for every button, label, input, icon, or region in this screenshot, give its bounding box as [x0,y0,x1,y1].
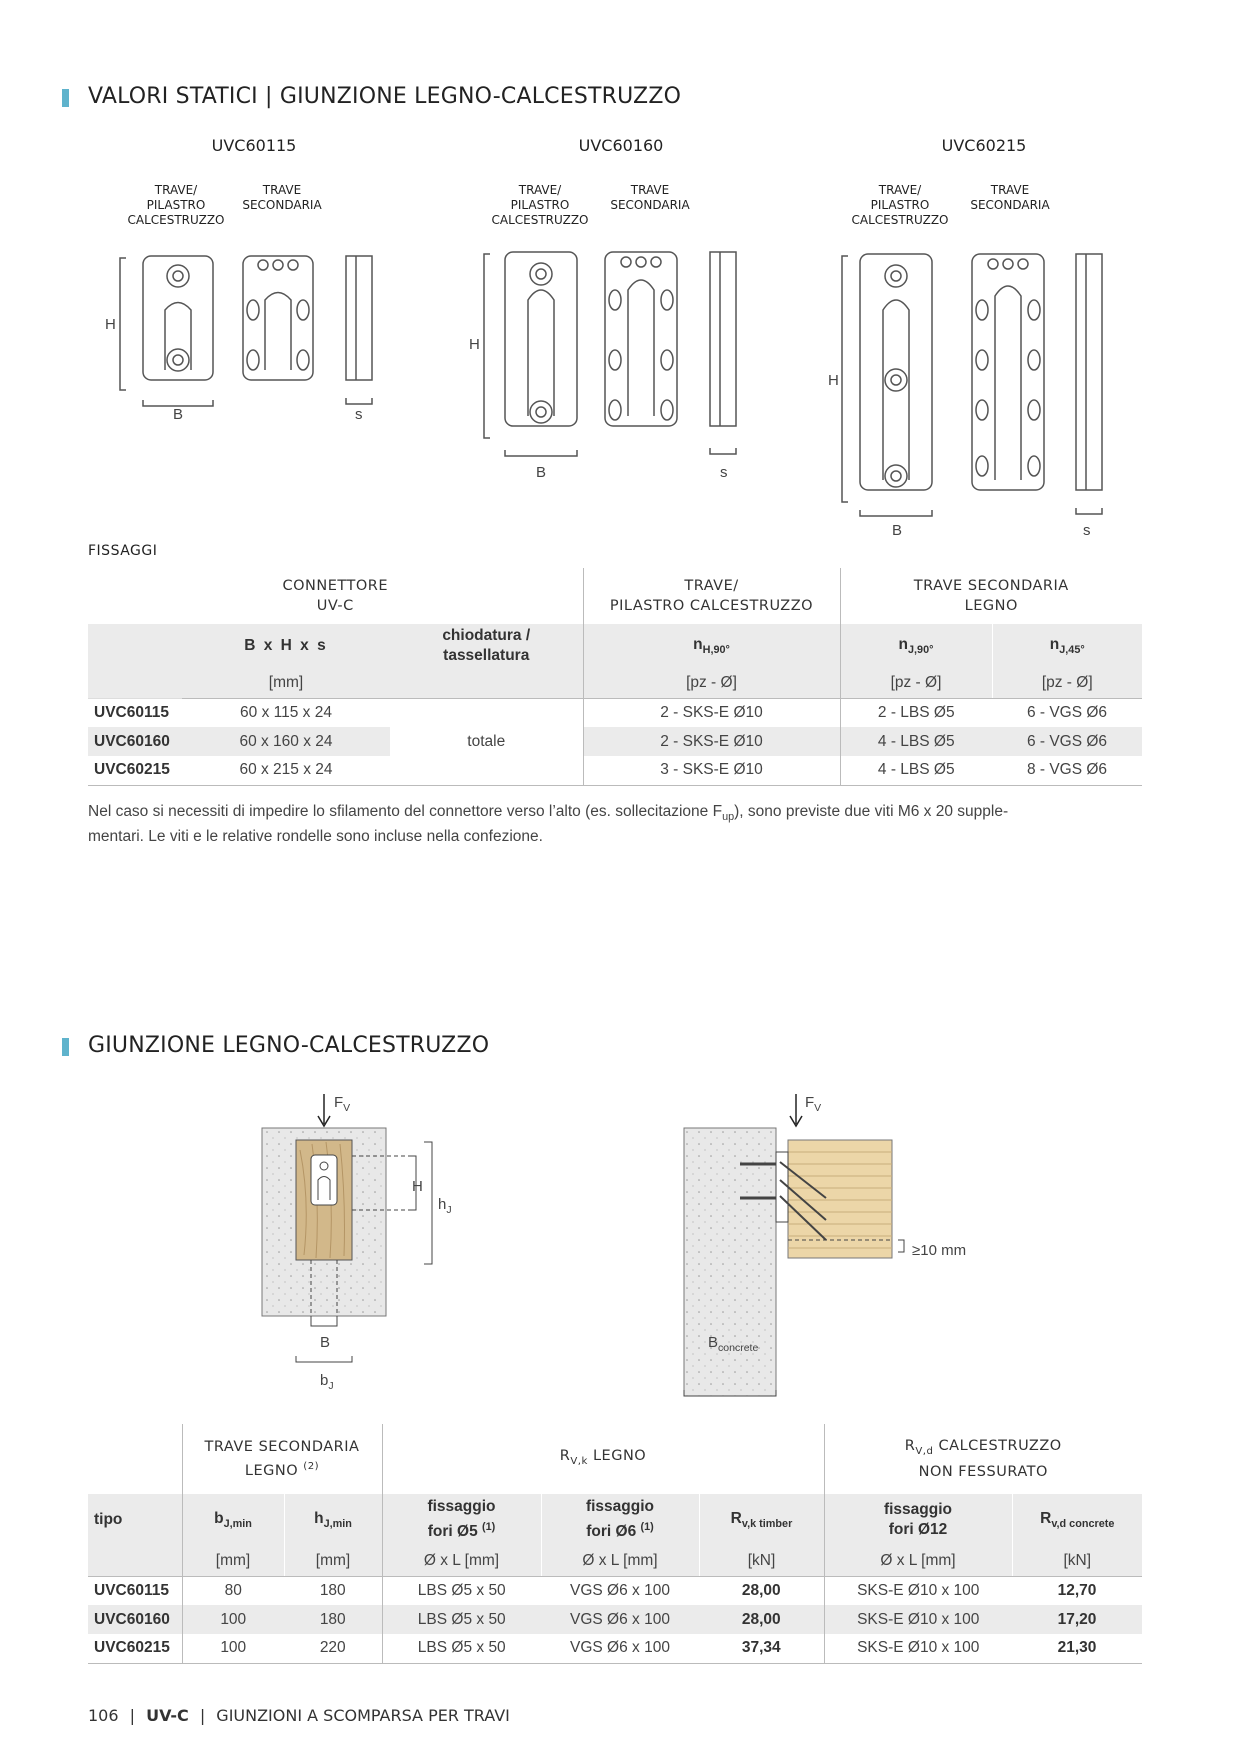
fixings-table [88,568,1142,786]
section-marker [62,1038,69,1056]
col-bhs: B x H x s [182,624,390,668]
nailing-value: totale [390,698,583,785]
connector-drawings [0,240,1240,540]
group-secondary-beam: TRAVE SECONDARIA LEGNO [840,568,1142,624]
section-title: VALORI STATICI | GIUNZIONE LEGNO-CALCESTRUZZO [88,84,682,109]
dim-h-3: H [828,372,839,389]
page-footer: 106 | UV-C | GIUNZIONI A SCOMPARSA PER TRAVI [88,1706,510,1725]
connector-uvc60160-back [605,252,677,426]
dim-b-1: B [173,406,184,423]
table-row: UVC60160 60 x 160 x 24 2 - SKS-E Ø10 4 - LBS Ø5 6 - VGS Ø6 [88,727,1142,756]
col-hjmin: $h_{J,min}$ [284,1494,382,1546]
group-connector: CONNETTORE UV-C [282,578,388,614]
connector-uvc60160-front [505,252,577,426]
section-marker [62,89,69,107]
bconcrete-label: $B_{concrete}$ [708,1334,759,1354]
unit-pz: [pz - Ø] [583,668,840,698]
connector-uvc60115-back [243,256,313,380]
col-tipo: tipo [88,1494,182,1546]
connector-uvc60215-back [972,254,1044,490]
joint-diagram [0,1080,1240,1400]
connector-uvc60215-front [860,254,932,490]
force-label-right: $F_V$ [805,1094,822,1114]
dim-s-2: s [720,464,728,481]
page-number: 106 [88,1706,119,1725]
col-nh90: $n_{H,90^\circ}$ [583,624,840,668]
label-main-beam-1: TRAVE/ PILASTRO CALCESTRUZZO [127,183,225,227]
table-row: UVC60215 60 x 215 x 24 3 - SKS-E Ø10 4 - LBS Ø5 8 - VGS Ø6 [88,756,1142,785]
col-fix6: fissaggio fori Ø6 $^{(1)}$ [541,1494,699,1546]
note-text: Nel caso si necessiti di impedire lo sfilamento del connettore verso l’alto (es. sollecitazione $F_{up}$), sono previste due viti M6 x 20 supple- mentari. Le viti e le relative rondelle sono incluse nella confezione. [88,803,1009,846]
connector-uvc60115-side [346,256,372,380]
unit-pz: [pz - Ø] [840,668,992,698]
col-nj90: $n_{J,90^\circ}$ [840,624,992,668]
section-title-2: GIUNZIONE LEGNO-CALCESTRUZZO [88,1033,490,1058]
col-rvd-concrete: $R_{v,d concrete}$ [1012,1494,1142,1546]
unit-mm: [mm] [182,668,390,698]
group-secondary-legno: TRAVE SECONDARIA LEGNO $^{(2)}$ [182,1424,382,1494]
label-secondary-beam-2: TRAVE SECONDARIA [610,183,690,212]
fissaggi-label: FISSAGGI [88,543,158,559]
table-row: UVC60115 60 x 115 x 24 totale 2 - SKS-E Ø10 2 - LBS Ø5 6 - VGS Ø6 [88,698,1142,727]
unit-pz: [pz - Ø] [992,668,1142,698]
connector-uvc60160-side [710,252,736,426]
col-nj45: $n_{J,45^\circ}$ [992,624,1142,668]
force-label-left: $F_V$ [334,1094,351,1114]
model-label-1: UVC60115 [211,136,297,155]
col-fix12: fissaggio fori Ø12 [824,1494,1012,1546]
bj-label: $b_J$ [320,1372,334,1392]
group-rvk: $R_{V,k}$ LEGNO [382,1424,824,1494]
col-fix5: fissaggio fori Ø5 $^{(1)}$ [382,1494,541,1546]
label-main-beam-2: TRAVE/ PILASTRO CALCESTRUZZO [491,183,589,227]
section-name: GIUNZIONI A SCOMPARSA PER TRAVI [216,1706,510,1725]
table-row: UVC60215 100 220 LBS Ø5 x 50 VGS Ø6 x 100 37,34 SKS-E Ø10 x 100 21,30 [88,1634,1142,1663]
model-label-3: UVC60215 [941,136,1027,155]
table-row: UVC60160 100 180 LBS Ø5 x 50 VGS Ø6 x 100 28,00 SKS-E Ø10 x 100 17,20 [88,1605,1142,1634]
col-rvk-timber: $R_{v,k timber}$ [699,1494,824,1546]
label-main-beam-3: TRAVE/ PILASTRO CALCESTRUZZO [851,183,949,227]
group-rvd: $R_{V,d}$ CALCESTRUZZO NON FESSURATO [824,1424,1142,1494]
dim-b-2: B [536,464,547,481]
label-secondary-beam-3: TRAVE SECONDARIA [970,183,1050,212]
col-bjmin: $b_{J,min}$ [182,1494,284,1546]
dim-s-1: s [355,406,363,423]
dim-b-3: B [892,522,903,539]
gap-label: ≥10 mm [912,1242,967,1259]
product-name: UV-C [146,1706,189,1725]
model-label-2: UVC60160 [578,136,664,155]
h-label: H [412,1178,423,1195]
b-label: B [320,1334,331,1351]
connector-uvc60215-side [1076,254,1102,490]
dim-h-2: H [469,336,480,353]
hj-label: $h_J$ [438,1196,452,1216]
dim-s-3: s [1083,522,1091,539]
col-nailing: chiodatura / tassellatura [390,624,583,668]
strength-table: TRAVE SECONDARIA LEGNO $^{(2)}$ $R_{V,k}$ LEGNO $R_{V,d}$ CALCESTRUZZO NON FESSURATO tipo $b_{J,min}$ $h_{J,min}$ fissaggio fori Ø5 $^{(1)}$ fissaggio fori Ø6 $^{(1)}$ $R_{v,k timber}$ fissaggio fori Ø12 $R_{v,d concrete}$ [mm] [mm] Ø x L [mm] Ø x L [mm] [kN] Ø x L [mm] [kN] UVC60115 80 180 LBS Ø5 x 50 VGS Ø6 x 100 28,00 SKS-E Ø10 x 100 12,70 UVC60160 100 180 LBS Ø5 x 50 VGS Ø6 x 100 28,00 SKS-E Ø10 x 100 17,20 UVC60215 100 220 LBS Ø5 x 50 VGS Ø6 x 100 37,34 SKS-E Ø10 x 100 21,30 [88,1424,1142,1664]
table-row: UVC60115 80 180 LBS Ø5 x 50 VGS Ø6 x 100 28,00 SKS-E Ø10 x 100 12,70 [88,1576,1142,1605]
dim-h-1: H [105,316,116,333]
label-secondary-beam-1: TRAVE SECONDARIA [242,183,322,212]
connector-uvc60115-front [143,256,213,380]
group-main-beam: TRAVE/ PILASTRO CALCESTRUZZO [583,568,840,624]
